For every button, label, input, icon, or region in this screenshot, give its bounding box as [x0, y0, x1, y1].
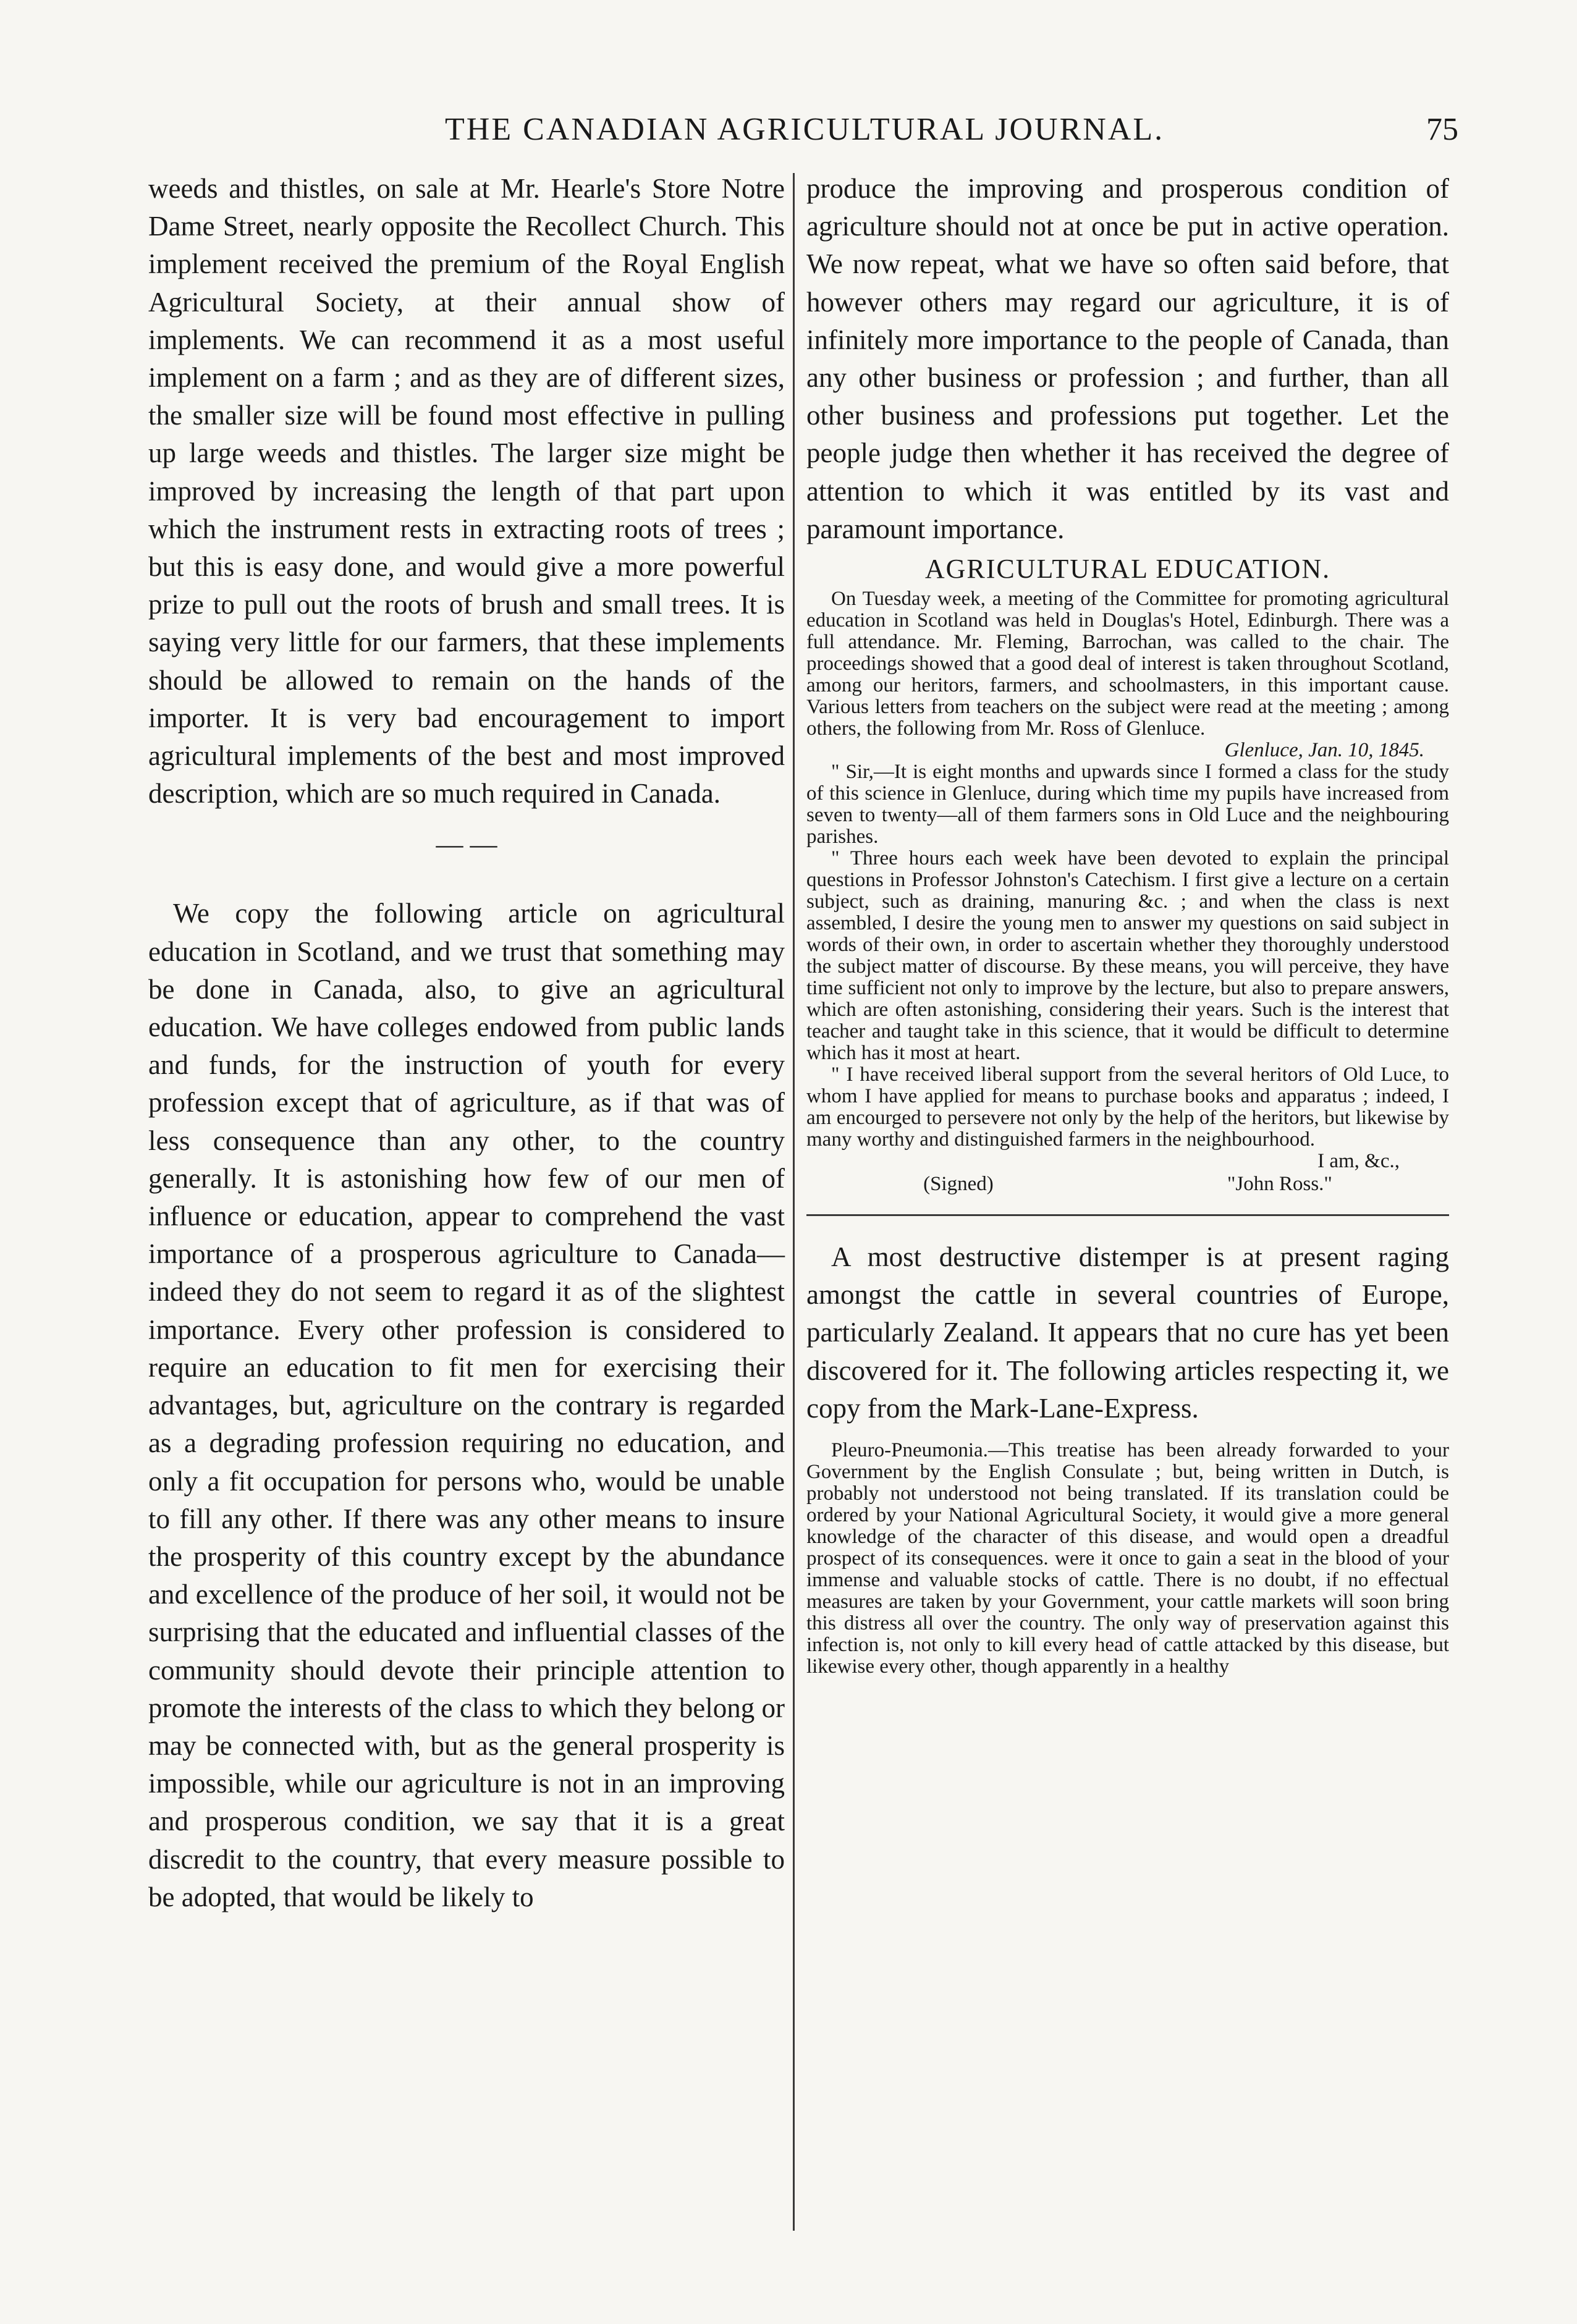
page-header [185, 111, 1458, 161]
letter-paragraph-3: " I have received liberal support from the several heritors of Old Luce, to whom I have applied for means to purchase books and apparatus ; indeed, I am encourged to persevere not only by the help of the heritors, but likewise by many worthy and distinguished farmers in the neighbourhood. [806, 1063, 1449, 1151]
signed-label: (Signed) [923, 1173, 994, 1196]
distemper-paragraph: A most destructive distemper is at present raging amongst the cattle in several countries of Europe, particularly Zealand. It appears that no cure has yet been discovered for it. The following articles respecting it, we copy from the Mark-Lane-Express. [806, 1241, 1449, 1424]
article-separator [806, 1214, 1449, 1216]
implement-paragraph: weeds and thistles, on sale at Mr. Hearle's Store Notre Dame Street, nearly opposite the Recollect Church. This implement received the premium of the Royal English Agricultural Society, at their annual show of implements. We can recommend it as a most useful implement on a farm ; and as they are of different sizes, the smaller size will be found most effective in pulling up large weeds and thistles. The larger size might be improved by increasing the length of that part upon which the instrument rests in extracting roots of trees ; but this is easy done, and would give a more powerful prize to pull out the roots of brush and small trees. It is saying very little for our farmers, that these implements should be allowed to remain on the hands of the importer. It is very bad encouragement to import agricultural implements of the best and most improved description, which are so much required in Canada. [148, 173, 785, 809]
left-column [148, 170, 785, 1916]
letter-signature [806, 1172, 1449, 1196]
pleuro-pneumonia-paragraph: Pleuro-Pneumonia.—This treatise has been already forwarded to your Government by the English Consulate ; but, being written in Dutch, is probably not understood not being translated. If its translation could be ordered by your National Agricultural Society, it would give a more general knowledge of the character of this disease, and would open a dreadful prospect of its consequences. were it once to gain a seat in the blood of your immense and valuable stocks of cattle. There is no doubt, if no effectual measures are taken by your Government, your cattle markets will soon bring this distress all over the country. The only way of preservation against this infection is, not only to kill every head of cattle attacked by this disease, but likewise every other, though apparently in a healthy [806, 1439, 1449, 1678]
meeting-report: On Tuesday week, a meeting of the Committee for promoting agricultural education in Scotland was held in Douglas's Hotel, Edinburgh. There was a full attendance. Mr. Fleming, Barrochan, was called to the chair. The proceedings showed that a good deal of interest is taken throughout Scotland, among our heritors, farmers, and schoolmasters, in this important cause. Various letters from teachers on the subject were read at the meeting ; among others, the following from Mr. Ross of Glenluce. [806, 588, 1449, 740]
letter-dateline: Glenluce, Jan. 10, 1845. [1224, 739, 1424, 762]
section-heading: AGRICULTURAL EDUCATION. [924, 554, 1331, 585]
page-number: 75 [1426, 112, 1458, 147]
continued-paragraph: produce the improving and prosperous condition of agriculture should not at once be put in active operation. We now repeat, what we have so often said before, that however others may regard our agriculture, it is of infinitely more importance to the people of Canada, than any other business or profession ; and further, than all other business and professions put together. Let the people judge then whether it has received the degree of attention to which it was entitled by its vast and paramount importance. [806, 173, 1449, 544]
letter-closing: I am, &c., [1317, 1150, 1400, 1173]
signed-name: "John Ross." [1227, 1173, 1332, 1196]
journal-title: THE CANADIAN AGRICULTURAL JOURNAL. [445, 112, 1165, 147]
section-separator: — — [436, 829, 497, 860]
letter-paragraph-2: " Three hours each week have been devoted to explain the principal questions in Professor Johnston's Catechism. I first give a lecture on a certain subject, such as draining, manuring &c. ; and when the class is next assembled, I desire the young men to answer my questions on said subject in words of their own, in order to ascertain whether they thoroughly understood the subject matter of discourse. By these means, you will perceive, they have time sufficient not only to improve by the lecture, but also to prepare answers, which are often astonishing, considering their years. Such is the interest that teacher and taught take in this science, that it would be difficult to determine which has it most at heart. [806, 847, 1449, 1065]
letter-paragraph-1: " Sir,—It is eight months and upwards since I formed a class for the study of this science in Glenluce, during which time my pupils have increased from seven to twenty—all of them farmers sons in Old Luce and the neighbouring parishes. [806, 761, 1449, 848]
education-editorial-paragraph: We copy the following article on agricultural education in Scotland, and we trust that something may be done in Canada, also, to give an agricultural education. We have colleges endowed from public lands and funds, for the instruction of youth for every profession except that of agriculture, as if that was of less consequence than any other, to the country generally. It is astonishing how few of our men of influence or education, appear to comprehend the vast importance of a prosperous agriculture to Canada—indeed they do not seem to regard it as of the slightest importance. Every other profession is considered to require an education to fit men for exercising their advantages, but, agriculture on the contrary is regarded as a degrading profession requiring no education, and only a fit occupation for persons who, would be unable to fill any other. If there was any other means to insure the prosperity of this country except by the abundance and excellence of the produce of her soil, it would not be surprising that the educated and influential classes of the community should devote their principle attention to promote the interests of the class to which they belong or may be connected with, but as the general prosperity is impossible, while our agriculture is not in an improving and prosperous condition, we say that it is a great discredit to the country, that every measure possible to be adopted, that would be likely to [148, 898, 785, 1912]
right-column [806, 170, 1449, 1678]
column-divider [793, 173, 795, 2231]
